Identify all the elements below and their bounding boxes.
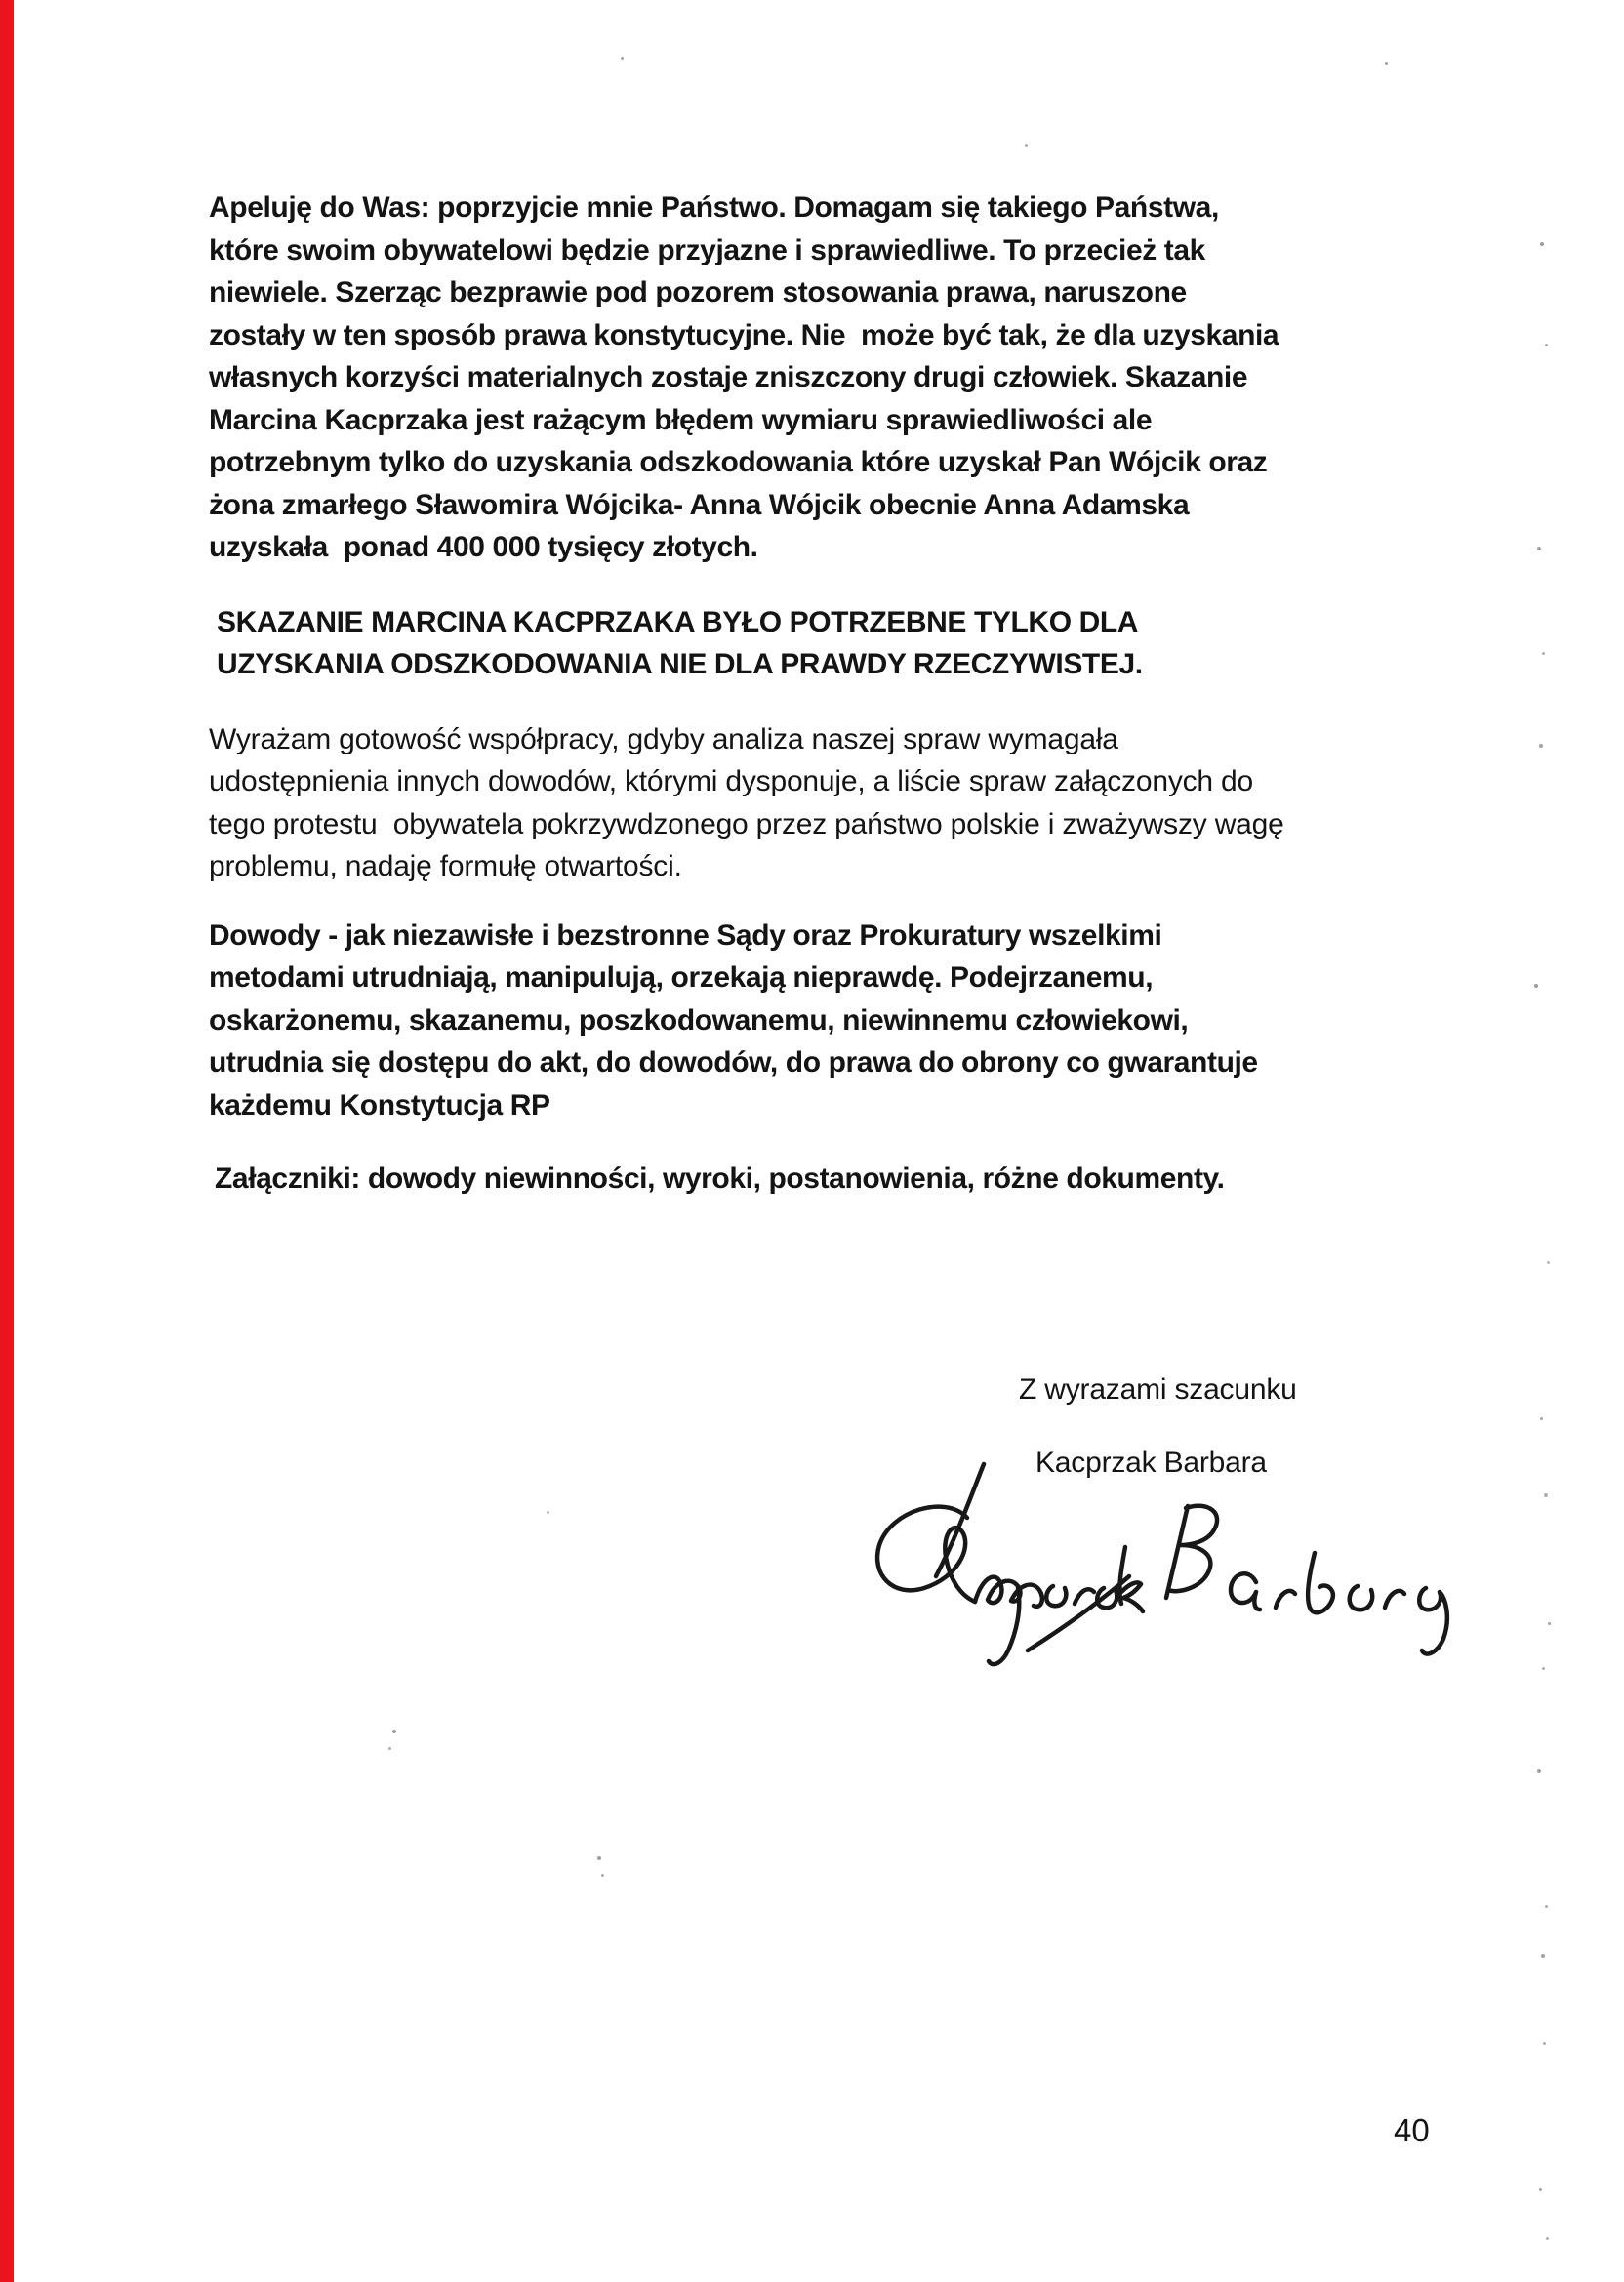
text-line: które swoim obywatelowi będzie przyjazne i sprawiedliwe. To przecież tak	[209, 233, 1205, 266]
text-line: Załączniki: dowody niewinności, wyroki, postanowienia, różne dokumenty.	[215, 1162, 1225, 1195]
paragraph-cooperation	[209, 718, 1517, 888]
text-line: Dowody - jak niezawisłe i bezstronne Sądy oraz Prokuratury wszelkimi	[209, 918, 1162, 952]
text-line: tego protestu obywatela pokrzywdzonego przez państwo polskie i zważywszy wagę	[209, 807, 1284, 840]
closing-salutation: Z wyrazami szacunku	[1019, 1373, 1297, 1406]
paragraph-conviction-statement	[209, 601, 1517, 686]
text-line: potrzebnym tylko do uzyskania odszkodowania które uzyskał Pan Wójcik oraz	[209, 446, 1268, 478]
scan-speck	[1545, 344, 1548, 346]
closing-name: Kacprzak Barbara	[1035, 1447, 1267, 1479]
text-line: Apeluję do Was: poprzyjcie mnie Państwo. Domagam się takiego Państwa,	[209, 191, 1219, 224]
text-line: własnych korzyści materialnych zostaje zniszczony drugi człowiek. Skazanie	[209, 361, 1248, 393]
scan-speck	[1540, 1417, 1543, 1420]
text-line: żona zmarłego Sławomira Wójcika- Anna Wójcik obecnie Anna Adamska	[209, 488, 1190, 521]
scan-speck	[1534, 984, 1538, 988]
scan-speck	[1548, 1622, 1551, 1625]
text-line: zostały w ten sposób prawa konstytucyjne. Nie może być tak, że dla uzyskania	[209, 318, 1279, 351]
text-line: SKAZANIE MARCINA KACPRZAKA BYŁO POTRZEBNE TYLKO DLA	[217, 605, 1139, 638]
page-number: 40	[1394, 2112, 1430, 2148]
text-line: metodami utrudniają, manipulują, orzekają nieprawdę. Podejrzanemu,	[209, 961, 1154, 994]
scan-speck	[597, 1856, 601, 1860]
text-line: udostępnienia innych dowodów, którymi dysponuje, a liście spraw załączonych do	[209, 765, 1254, 797]
scan-speck	[1540, 242, 1544, 246]
scan-speck	[392, 1730, 396, 1733]
paragraph-appeal	[209, 186, 1517, 569]
letter-body	[209, 186, 1517, 1201]
paragraph-evidence	[209, 915, 1517, 1127]
text-line: niewiele. Szerząc bezprawie pod pozorem stosowania prawa, naruszone	[209, 276, 1187, 308]
scan-speck	[1537, 1769, 1541, 1773]
text-line: uzyskała ponad 400 000 tysięcy złotych.	[209, 531, 758, 563]
scan-speck	[1539, 2188, 1542, 2191]
scan-speck	[621, 57, 624, 60]
scan-speck	[1539, 744, 1543, 748]
scan-speck	[388, 1747, 391, 1750]
text-line: Marcina Kacprzaka jest rażącym błędem wymiaru sprawiedliwości ale	[209, 403, 1153, 436]
scan-speck	[1542, 1667, 1545, 1670]
scan-speck	[1542, 652, 1545, 655]
scan-speck	[601, 1874, 604, 1877]
signature-handwriting	[873, 1459, 1522, 1684]
scan-speck	[547, 1511, 549, 1514]
red-margin-stripe	[0, 0, 14, 2282]
text-line: UZYSKANIA ODSZKODOWANIA NIE DLA PRAWDY RZECZYWISTEJ.	[217, 648, 1143, 680]
scan-speck	[1547, 1261, 1550, 1264]
text-line: utrudnia się dostępu do akt, do dowodów, do prawa do obrony co gwarantuje	[209, 1046, 1258, 1079]
paragraph-attachments	[209, 1158, 1517, 1201]
text-line: oskarżonemu, skazanemu, poszkodowanemu, niewinnemu człowiekowi,	[209, 1003, 1189, 1037]
scan-speck	[1025, 144, 1028, 147]
scan-speck	[1546, 2237, 1549, 2240]
text-line: każdemu Konstytucja RP	[209, 1088, 550, 1121]
text-line: problemu, nadaję formułę otwartości.	[209, 850, 682, 882]
text-line: Wyrażam gotowość współpracy, gdyby analiza naszej spraw wymagała	[209, 722, 1118, 755]
scan-speck	[1385, 62, 1388, 65]
scan-speck	[1545, 1905, 1548, 1908]
scan-speck	[1544, 1493, 1548, 1497]
scan-speck	[1537, 547, 1541, 550]
scan-speck	[1541, 1954, 1545, 1958]
scan-speck	[1543, 2042, 1546, 2045]
